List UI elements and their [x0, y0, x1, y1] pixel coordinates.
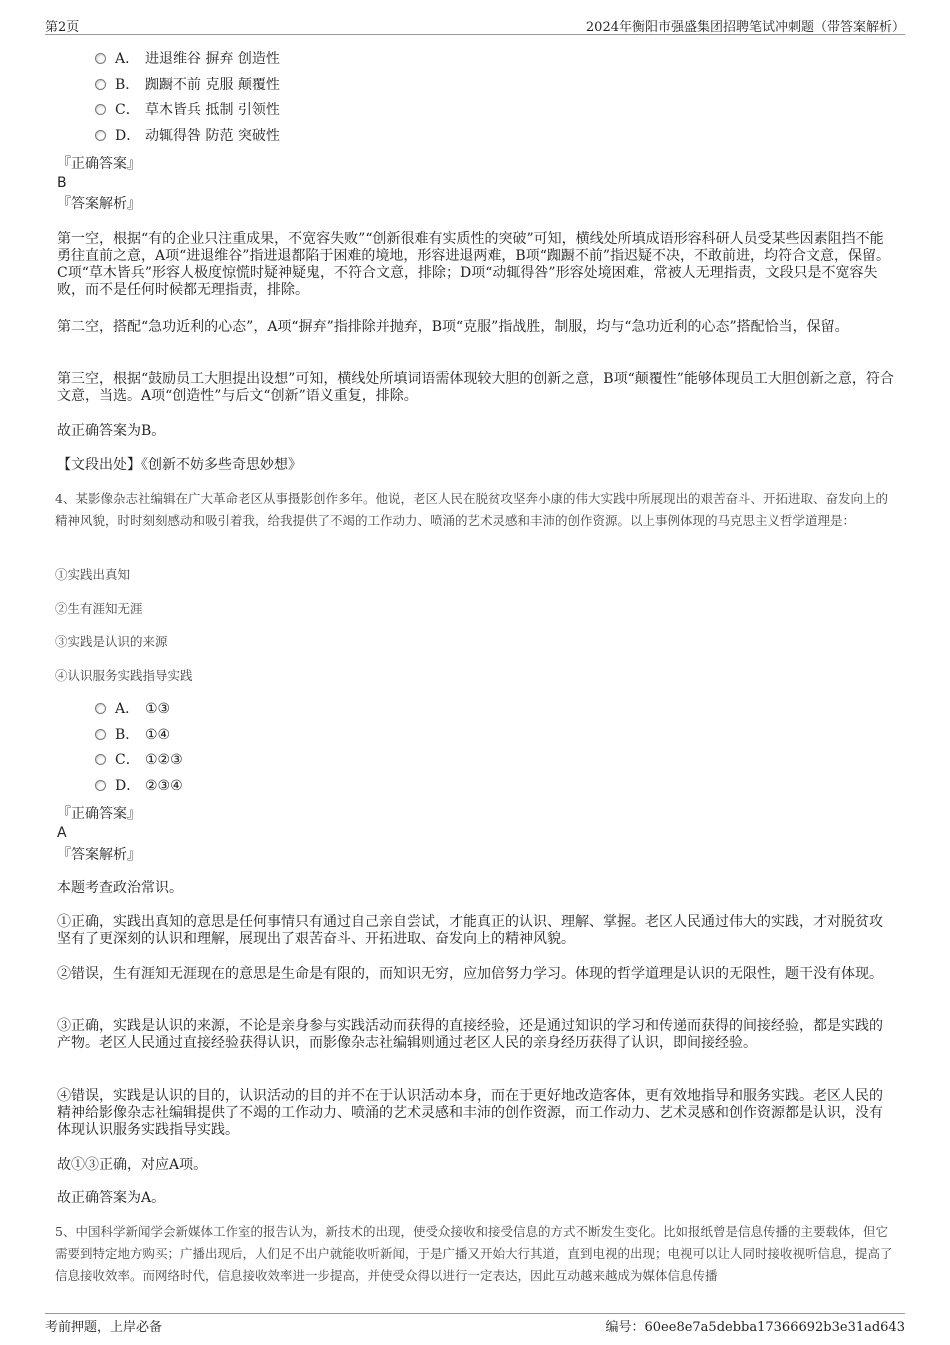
q3-option-c[interactable]: C． 草木皆兵 抵制 引领性	[95, 100, 280, 120]
q4-statement: ④认识服务实践指导实践	[55, 668, 193, 683]
q3-option-a[interactable]: A． 进退维谷 摒弃 创造性	[95, 49, 280, 69]
radio-icon[interactable]	[95, 53, 106, 64]
q3-option-d[interactable]: D． 动辄得咎 防范 突破性	[95, 126, 280, 146]
page-footer	[45, 1313, 905, 1334]
q4-analysis-paragraph: 故①③正确，对应A项。	[57, 1157, 208, 1173]
document-title: 2024年衡阳市强盛集团招聘笔试冲刺题（带答案解析）	[585, 20, 905, 35]
radio-icon[interactable]	[95, 79, 106, 90]
q3-analysis-paragraph: 故正确答案为B。	[57, 423, 166, 439]
q4-answer-label: 『正确答案』	[57, 806, 141, 822]
q4-analysis-paragraph: ①正确，实践出真知的意思是任何事情只有通过自己亲自尝试，才能真正的认识、理解、掌握。老区人民通过伟大的实践，才对脱贫攻坚有了更深刻的认识和理解，展现出了艰苦奋斗、开拓进取、奋发向上的精神风貌。	[57, 914, 883, 947]
page-number: 第2页	[45, 20, 80, 35]
q4-answer: A	[57, 825, 67, 841]
q4-statement: ③实践是认识的来源	[55, 634, 168, 649]
q4-option-b[interactable]: B． ①④	[95, 725, 170, 745]
q5-stem: 5、中国科学新闻学会新媒体工作室的报告认为，新技术的出现，使受众接收和接受信息的方式不断发生变化。比如报纸曾是信息传播的主要载体，但它需要到特定地方购买；广播出现后，人们足不出户就能收听新闻，于是广播又开始大行其道，直到电视的出现；电视可以让人同时接收视听信息，提高了信息接收效率。而网络时代，信息接收效率进一步提高，并使受众得以进行一定表达，因此互动越来越成为媒体信息传播	[55, 1224, 893, 1283]
q4-analysis-label: 『答案解析』	[57, 847, 141, 863]
q3-analysis-paragraph: 第二空，搭配“急功近利的心态”，A项“摒弃”指排除并抛弃，B项“克服”指战胜，制服，均与“急功近利的心态”搭配恰当，保留。	[57, 319, 849, 335]
q3-source: 【文段出处】《创新不妨多些奇思妙想》	[57, 457, 302, 473]
q4-statement: ②生有涯知无涯	[55, 601, 143, 616]
q4-analysis-paragraph: 故正确答案为A。	[57, 1190, 166, 1206]
radio-icon[interactable]	[95, 729, 106, 740]
q3-answer: B	[57, 175, 67, 191]
q4-statement: ①实践出真知	[55, 567, 131, 582]
q4-analysis-paragraph: ②错误，生有涯知无涯现在的意思是生命是有限的，而知识无穷，应加倍努力学习。体现的哲学道理是认识的无限性，题干没有体现。	[57, 966, 883, 982]
q4-stem: 4、某影像杂志社编辑在广大革命老区从事摄影创作多年。他说，老区人民在脱贫攻坚奔小康的伟大实践中所展现出的艰苦奋斗、开拓进取、奋发向上的精神风貌，时时刻刻感动和吸引着我，给我提供了不竭的工作动力、喷涌的艺术灵感和丰沛的创作资源。以上事例体现的马克思主义哲学道理是：	[55, 491, 888, 528]
q4-analysis-paragraph: ④错误，实践是认识的目的，认识活动的目的并不在于认识活动本身，而在于更好地改造客体，更有效地指导和服务实践。老区人民的精神给影像杂志社编辑提供了不竭的工作动力、喷涌的艺术灵感和丰沛的创作资源，而工作动力、艺术灵感和创作资源都是认识，没有体现认识服务实践指导实践。	[57, 1088, 883, 1138]
page-header	[45, 14, 905, 35]
q3-answer-label: 『正确答案』	[57, 156, 141, 172]
footer-slogan: 考前押题，上岸必备	[45, 1320, 163, 1335]
q3-analysis-label: 『答案解析』	[57, 196, 141, 212]
document-id: 编号：60ee8e7a5debba17366692b3e31ad643	[605, 1320, 905, 1335]
q4-analysis-paragraph: ③正确，实践是认识的来源，不论是亲身参与实践活动而获得的直接经验，还是通过知识的学习和传递而获得的间接经验，都是实践的产物。老区人民通过直接经验获得认识，而影像杂志社编辑则通过老区人民的亲身经历获得了认识，即间接经验。	[57, 1018, 883, 1051]
q3-analysis-paragraph: 第一空，根据“有的企业只注重成果，不宽容失败”“创新很难有实质性的突破”可知，横线处所填成语形容科研人员受某些因素阻挡不能勇往直前之意，A项“进退维谷”指进退都陷于困难的境地，形容进退两难，B项“踟蹰不前”指迟疑不决，不敢前进，均符合文意，保留。C项“草木皆兵”形容人极度惊慌时疑神疑鬼，不符合文意，排除；D项“动辄得咎”形容处境困难，常被人无理指责，文段只是不宽容失败，而不是任何时候都无理指责，排除。	[57, 231, 891, 298]
q3-analysis-paragraph: 第三空，根据“鼓励员工大胆提出设想”可知，横线处所填词语需体现较大胆的创新之意，B项“颠覆性”能够体现员工大胆创新之意，符合文意，当选。A项“创造性”与后文“创新”语义重复，排除。	[57, 371, 894, 404]
radio-icon[interactable]	[95, 104, 106, 115]
q4-option-d[interactable]: D． ②③④	[95, 776, 183, 796]
q3-option-b[interactable]: B． 踟蹰不前 克服 颠覆性	[95, 75, 280, 95]
q4-analysis-paragraph: 本题考查政治常识。	[57, 880, 183, 896]
q4-option-a[interactable]: A． ①③	[95, 699, 170, 719]
radio-icon[interactable]	[95, 703, 106, 714]
radio-icon[interactable]	[95, 130, 106, 141]
radio-icon[interactable]	[95, 754, 106, 765]
q4-option-c[interactable]: C． ①②③	[95, 750, 183, 770]
radio-icon[interactable]	[95, 780, 106, 791]
